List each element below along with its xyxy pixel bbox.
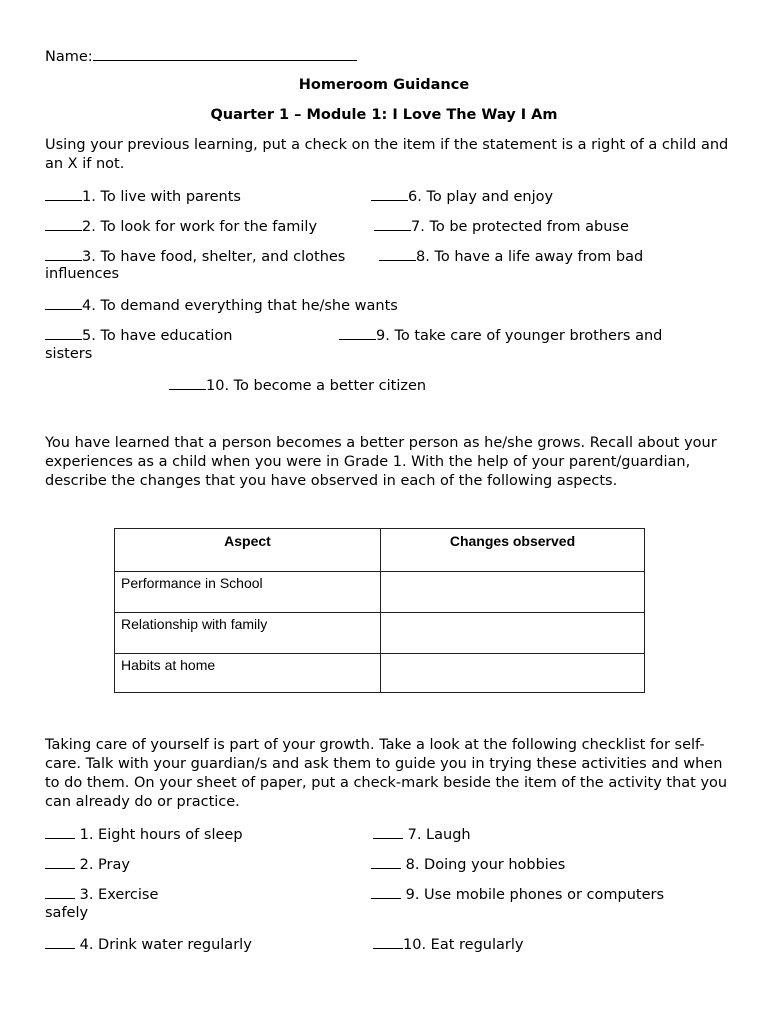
rights-item-4 (45, 295, 398, 316)
answer-blank[interactable] (45, 246, 82, 261)
answer-blank[interactable] (373, 824, 403, 839)
section1-instructions: Using your previous learning, put a check on the item if the statement is a right of a child and an X if not. (45, 137, 729, 172)
section2-instructions: You have learned that a person becomes a better person as he/she grows. Recall about your experiences as a child when you were in Grade 1. With the help of your parent/guardian, describe the changes that you have observed in each of the following aspects. (45, 435, 717, 489)
answer-blank[interactable] (371, 186, 408, 201)
rights-item-2 (45, 216, 317, 237)
aspect-cell: Relationship with family (115, 613, 381, 654)
aspect-cell: Performance in School (115, 572, 381, 613)
selfcare-item-3 (45, 884, 158, 905)
answer-blank[interactable] (339, 325, 376, 340)
selfcare-item-2 (45, 854, 130, 875)
selfcare-item-1 (45, 824, 243, 845)
answer-blank[interactable] (45, 295, 82, 310)
name-line (45, 46, 357, 67)
rights-item-text: 10. To become a better citizen (206, 378, 427, 394)
rights-item-text: 9. To take care of younger brothers and (376, 328, 663, 344)
rights-item-text: 2. To look for work for the family (82, 219, 318, 235)
rights-item-6 (371, 186, 553, 207)
table-row (115, 613, 645, 654)
answer-blank[interactable] (45, 884, 75, 899)
selfcare-item-text: 10. Eat regularly (403, 937, 524, 953)
rights-item-text: 3. To have food, shelter, and clothes (82, 249, 346, 265)
page-subtitle: Quarter 1 – Module 1: I Love The Way I Am (210, 107, 558, 123)
rights-item-text: 1. To live with parents (82, 189, 241, 205)
changes-cell[interactable] (381, 572, 645, 613)
rights-item-text: 4. To demand everything that he/she wants (82, 298, 398, 314)
selfcare-item-text: 2. Pray (79, 857, 130, 873)
answer-blank[interactable] (45, 934, 75, 949)
selfcare-item-text: 4. Drink water regularly (79, 937, 252, 953)
selfcare-item-text: 8. Doing your hobbies (405, 857, 566, 873)
rights-item-3 (45, 246, 345, 267)
answer-blank[interactable] (169, 375, 206, 390)
changes-cell[interactable] (381, 613, 645, 654)
answer-blank[interactable] (373, 934, 403, 949)
rights-item-8 (379, 246, 643, 267)
answer-blank[interactable] (45, 186, 82, 201)
selfcare-item-9 (371, 884, 664, 905)
answer-blank[interactable] (371, 884, 401, 899)
selfcare-item-text: 7. Laugh (407, 827, 471, 843)
table-row (115, 572, 645, 613)
answer-blank[interactable] (45, 854, 75, 869)
section3-instructions: Taking care of yourself is part of your growth. Take a look at the following checklist for self-care. Talk with your guardian/s and ask them to guide you in trying these activities and when to do them. On your sheet of paper, put a check-mark beside the item of the activity that you can already do or practice. (45, 737, 728, 810)
answer-blank[interactable] (45, 824, 75, 839)
rights-item-10 (169, 375, 426, 396)
selfcare-item-text: 1. Eight hours of sleep (79, 827, 243, 843)
selfcare-item-10 (373, 934, 523, 955)
table-header-changes: Changes observed (381, 529, 645, 572)
name-label: Name: (45, 49, 93, 65)
selfcare-item-text: 9. Use mobile phones or computers (405, 887, 665, 903)
rights-item-9-wrap: sisters (45, 346, 93, 362)
rights-item-8-wrap: influences (45, 266, 120, 282)
page-title: Homeroom Guidance (298, 77, 470, 93)
answer-blank[interactable] (379, 246, 416, 261)
rights-item-text: 7. To be protected from abuse (411, 219, 629, 235)
rights-item-7 (374, 216, 629, 237)
table-header-aspect: Aspect (115, 529, 381, 572)
changes-cell[interactable] (381, 654, 645, 693)
selfcare-item-9-wrap: safely (45, 905, 89, 921)
table-row (115, 654, 645, 693)
selfcare-item-4 (45, 934, 252, 955)
rights-item-text: 6. To play and enjoy (408, 189, 554, 205)
selfcare-item-7 (373, 824, 471, 845)
answer-blank[interactable] (45, 216, 82, 231)
rights-item-text: 8. To have a life away from bad (416, 249, 644, 265)
rights-item-text: 5. To have education (82, 328, 233, 344)
answer-blank[interactable] (45, 325, 82, 340)
answer-blank[interactable] (374, 216, 411, 231)
selfcare-item-text: 3. Exercise (79, 887, 159, 903)
aspects-table (114, 528, 645, 693)
selfcare-item-8 (371, 854, 565, 875)
rights-item-9 (339, 325, 662, 346)
name-blank[interactable] (93, 46, 357, 61)
rights-item-1 (45, 186, 241, 207)
rights-item-5 (45, 325, 232, 346)
aspect-cell: Habits at home (115, 654, 381, 693)
answer-blank[interactable] (371, 854, 401, 869)
